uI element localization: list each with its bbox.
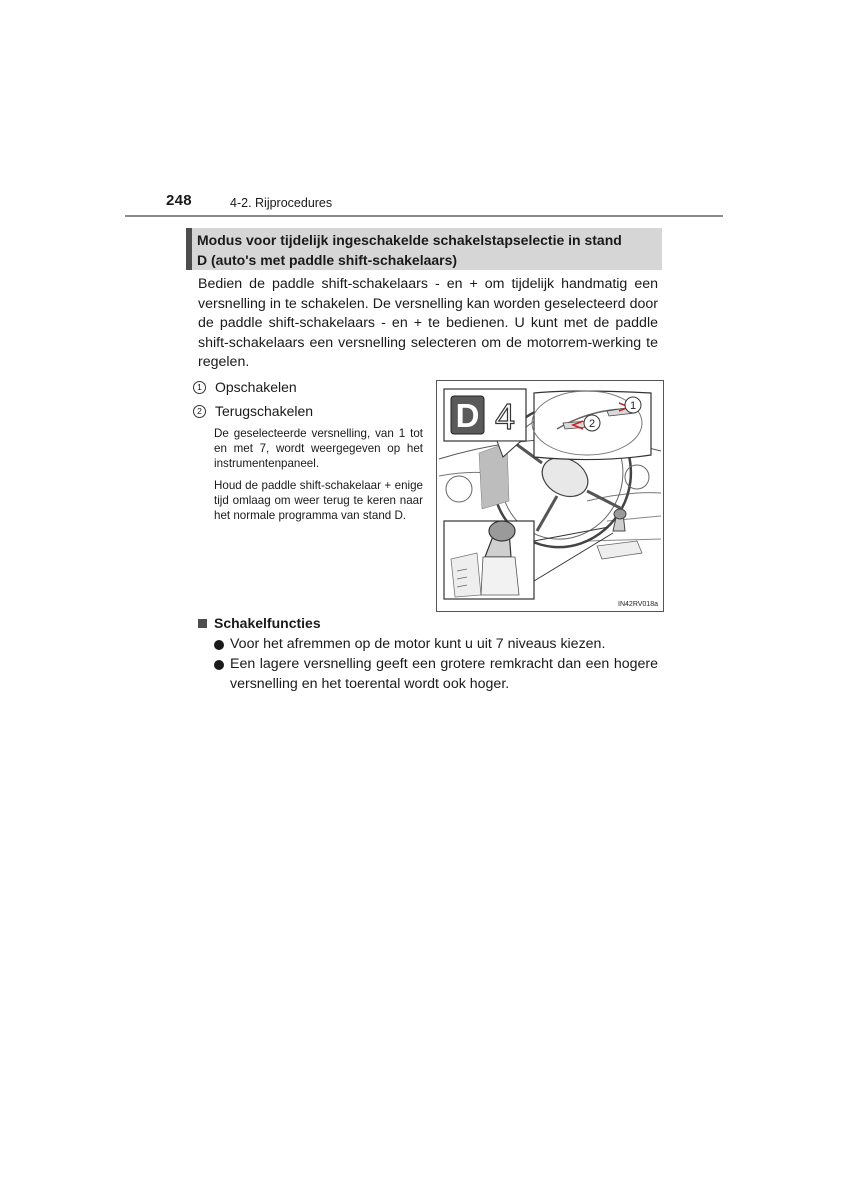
callout-number-1: 1: [629, 400, 637, 412]
square-bullet-icon: [198, 619, 207, 628]
paddle-shift-illustration: [436, 380, 664, 612]
section-title-line-1: Modus voor tijdelijk ingeschakelde schakelstapselectie in stand: [197, 232, 622, 248]
figure-code: IN42RV018a: [618, 601, 658, 608]
section-title-line-2: D (auto's met paddle shift-schakelaars): [197, 251, 458, 268]
circled-number-2: 2: [193, 405, 206, 418]
list-item-downshift: [193, 402, 313, 420]
note-return-to-d: Houd de paddle shift-schakelaar + enige tijd omlaag om weer terug te keren naar het normale programma van stand D.: [214, 479, 423, 523]
cockpit-drawing: [437, 381, 663, 611]
list-item: [214, 635, 658, 655]
functions-heading-text: Schakelfuncties: [214, 615, 321, 631]
circled-number-1: 1: [193, 381, 206, 394]
header-divider: [125, 215, 723, 217]
item-label: Terugschakelen: [215, 403, 314, 419]
gear-letter: D: [455, 397, 480, 434]
breadcrumb: 4-2. Rijprocedures: [230, 196, 333, 210]
intro-paragraph: Bedien de paddle shift-schakelaars - en + om tijdelijk handmatig een versnelling in te schakelen. De versnelling kan worden geselecteerd door de paddle shift-schakelaars - en + te bedienen. U kunt met de paddle shift-schakelaars een versnelling selecteren om de motorrem-werking te regelen.: [198, 276, 658, 371]
bullet-icon: [214, 640, 224, 650]
gear-number: 4: [494, 396, 516, 437]
callout-number-2: 2: [588, 418, 596, 430]
page-number: 248: [166, 192, 192, 209]
item-label: Opschakelen: [215, 379, 297, 395]
bullet-text: Voor het afremmen op de motor kunt u uit 7 niveaus kiezen.: [230, 636, 606, 652]
list-item: [214, 655, 658, 695]
section-title: [186, 228, 662, 270]
bullet-text: Een lagere versnelling geeft een grotere remkracht dan een hogere versnelling en het toerental wordt ook hoger.: [230, 656, 658, 692]
functions-heading: [198, 615, 321, 631]
list-item-upshift: [193, 378, 297, 396]
note-gear-display: De geselecteerde versnelling, van 1 tot en met 7, wordt weergegeven op het instrumentenpaneel.: [214, 427, 423, 471]
bullet-icon: [214, 660, 224, 670]
